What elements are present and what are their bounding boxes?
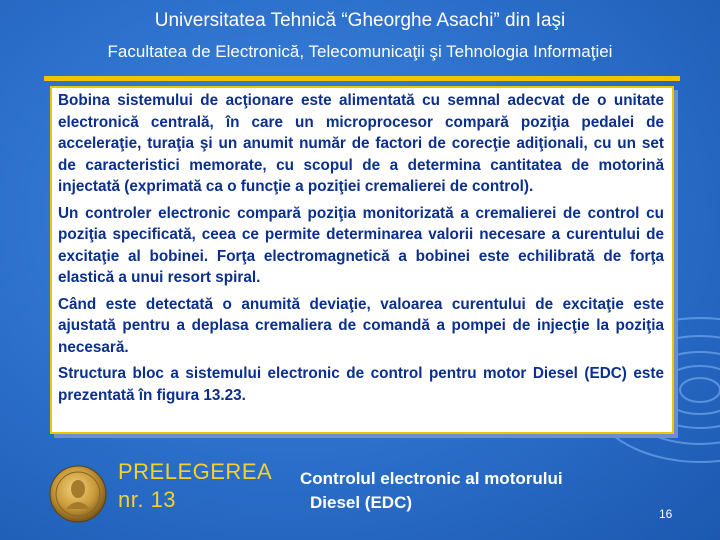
lecture-topic <box>300 467 640 515</box>
header-divider <box>44 76 680 81</box>
paragraph: Când este detectată o anumită deviaţie, valoarea curentului de excitaţie este ajustată pentru a deplasa cremaliera de comandă a pompei de injecţie la poziţia necesară. <box>58 295 664 356</box>
university-medal-icon <box>49 465 107 523</box>
university-title: Universitatea Tehnică “Gheorghe Asachi” din Iaşi <box>154 10 566 31</box>
paragraph: Un controler electronic compară poziţia monitorizată a cremalierei de control cu poziţia specificată, ceea ce permite determinarea valorii necesare a curentului de excitaţie al bobinei. Forţa electromagnetică a bobinei este echilibrată de forţa elastică a unui resort spiral. <box>58 204 664 286</box>
faculty-subtitle: Facultatea de Electronică, Telecomunicaţii şi Tehnologia Informaţiei <box>107 42 613 61</box>
paragraph: Structura bloc a sistemului electronic de control pentru motor Diesel (EDC) este prezentată în figura 13.23. <box>58 365 664 404</box>
paragraph: Bobina sistemului de acţionare este alimentată cu semnal adecvat de o unitate electronică centrală, în care un microprocesor compară poziţia pedalei de acceleraţie, turaţia şi un anumit număr de factori de corecţie adiţionali, cu un set de caracteristici memorate, cu scopul de a determina cantitatea de motorină injectată (exprimată ca o funcţie a poziţiei cremalierei de control). <box>58 92 664 195</box>
lecture-title <box>118 458 272 514</box>
topic-line-1: Controlul electronic al motorului <box>300 469 563 488</box>
content-text <box>58 90 664 411</box>
lecture-label: PRELEGEREA <box>118 459 273 484</box>
lecture-number: nr. 13 <box>118 487 177 512</box>
page-number: 16 <box>659 507 673 521</box>
topic-line-2: Diesel (EDC) <box>310 493 413 512</box>
content-panel <box>50 86 674 434</box>
